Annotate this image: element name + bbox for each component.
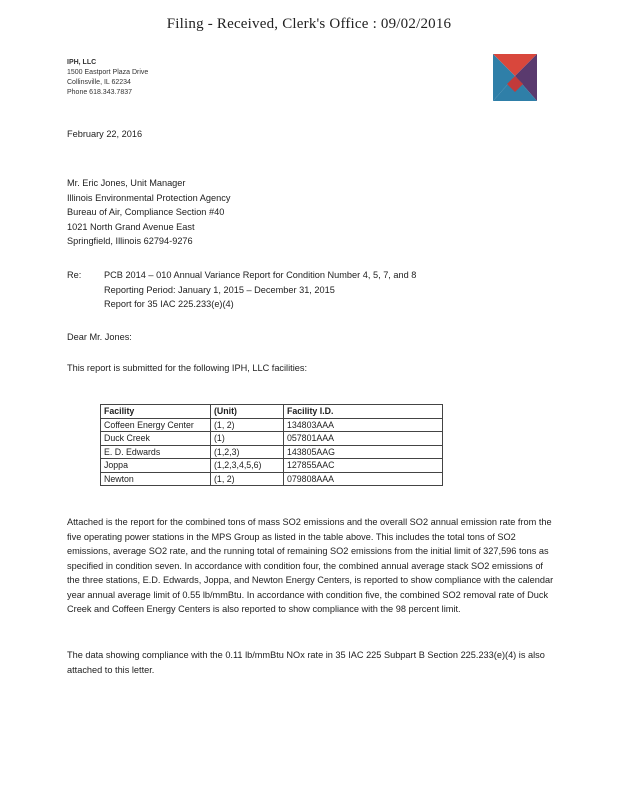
facility-id: 079808AAA xyxy=(284,472,443,486)
sender-city: Collinsville, IL 62234 xyxy=(67,79,131,86)
facility-units: (1,2,3,4,5,6) xyxy=(211,459,284,473)
facility-name: Joppa xyxy=(101,459,211,473)
table-row xyxy=(101,445,443,459)
table-row xyxy=(101,432,443,446)
recipient-address xyxy=(67,176,230,249)
table-row xyxy=(101,418,443,432)
report-reference: Report for 35 IAC 225.233(e)(4) xyxy=(104,299,234,309)
subject-line: PCB 2014 – 010 Annual Variance Report for Condition Number 4, 5, 7, and 8 xyxy=(104,270,417,280)
recipient-city: Springfield, Illinois 62794-9276 xyxy=(67,236,193,246)
recipient-bureau: Bureau of Air, Compliance Section #40 xyxy=(67,207,225,217)
table-row xyxy=(101,472,443,486)
letter-date: February 22, 2016 xyxy=(67,129,143,139)
facility-units: (1, 2) xyxy=(211,472,284,486)
re-label: Re: xyxy=(67,270,82,280)
subject-block xyxy=(104,268,416,312)
recipient-agency: Illinois Environmental Protection Agency xyxy=(67,192,231,203)
reporting-period: Reporting Period: January 1, 2015 – December 31, 2015 xyxy=(104,284,335,295)
facility-id: 143805AAG xyxy=(284,445,443,459)
sender-phone: Phone 618.343.7837 xyxy=(67,89,133,96)
facility-id: 134803AAA xyxy=(284,418,443,432)
facility-id: 057801AAA xyxy=(284,432,443,446)
header-facility: Facility xyxy=(101,405,211,419)
sender-street: 1500 Eastport Plaza Drive xyxy=(67,69,149,76)
facility-units: (1) xyxy=(211,432,284,446)
facility-name: Duck Creek xyxy=(101,432,211,446)
salutation: Dear Mr. Jones: xyxy=(67,332,132,342)
recipient-name: Mr. Eric Jones, Unit Manager xyxy=(67,178,186,188)
body-paragraph-emissions: Attached is the report for the combined tons of mass SO2 emissions and the overall SO2 annual emission rate from the five operating power stations in the MPS Group as listed in the table above. This includes the total tons of SO2 emissions, average SO2 rate, and the running total of remaining SO2 emissions from the initial limit of 327,596 tons as specified in condition seven. In accordance with condition four, the combined annual average stack SO2 emissions of the three stations, E.D. Edwards, Joppa, and Newton Energy Centers, is reported to show compliance with the calendar year annual average limit of 0.55 lb/mmBtu. In accordance with condition five, the combined SO2 removal rate of Duck Creek and Coffeen Energy Centers is also reported to show compliance with the 98 percent limit. xyxy=(67,517,554,614)
facility-name: Coffeen Energy Center xyxy=(101,418,211,432)
recipient-street: 1021 North Grand Avenue East xyxy=(67,221,195,232)
table-row xyxy=(101,459,443,473)
sender-address xyxy=(67,58,148,98)
header-facility-id: Facility I.D. xyxy=(284,405,443,419)
facilities-table xyxy=(100,404,443,486)
table-header-row xyxy=(101,405,443,419)
company-logo xyxy=(493,54,537,101)
body-paragraph-nox: The data showing compliance with the 0.11 lb/mmBtu NOx rate in 35 IAC 225 Subpart B Section 225.233(e)(4) is also attached to this letter. xyxy=(67,650,545,675)
facility-name: Newton xyxy=(101,472,211,486)
filing-stamp: Filing - Received, Clerk's Office : 09/02/2016 xyxy=(166,16,452,32)
intro-sentence: This report is submitted for the following IPH, LLC facilities: xyxy=(67,363,307,373)
facility-name: E. D. Edwards xyxy=(101,445,211,459)
sender-name: IPH, LLC xyxy=(67,59,97,66)
facility-units: (1,2,3) xyxy=(211,445,284,459)
facility-id: 127855AAC xyxy=(284,459,443,473)
header-unit: (Unit) xyxy=(211,405,284,419)
facility-units: (1, 2) xyxy=(211,418,284,432)
